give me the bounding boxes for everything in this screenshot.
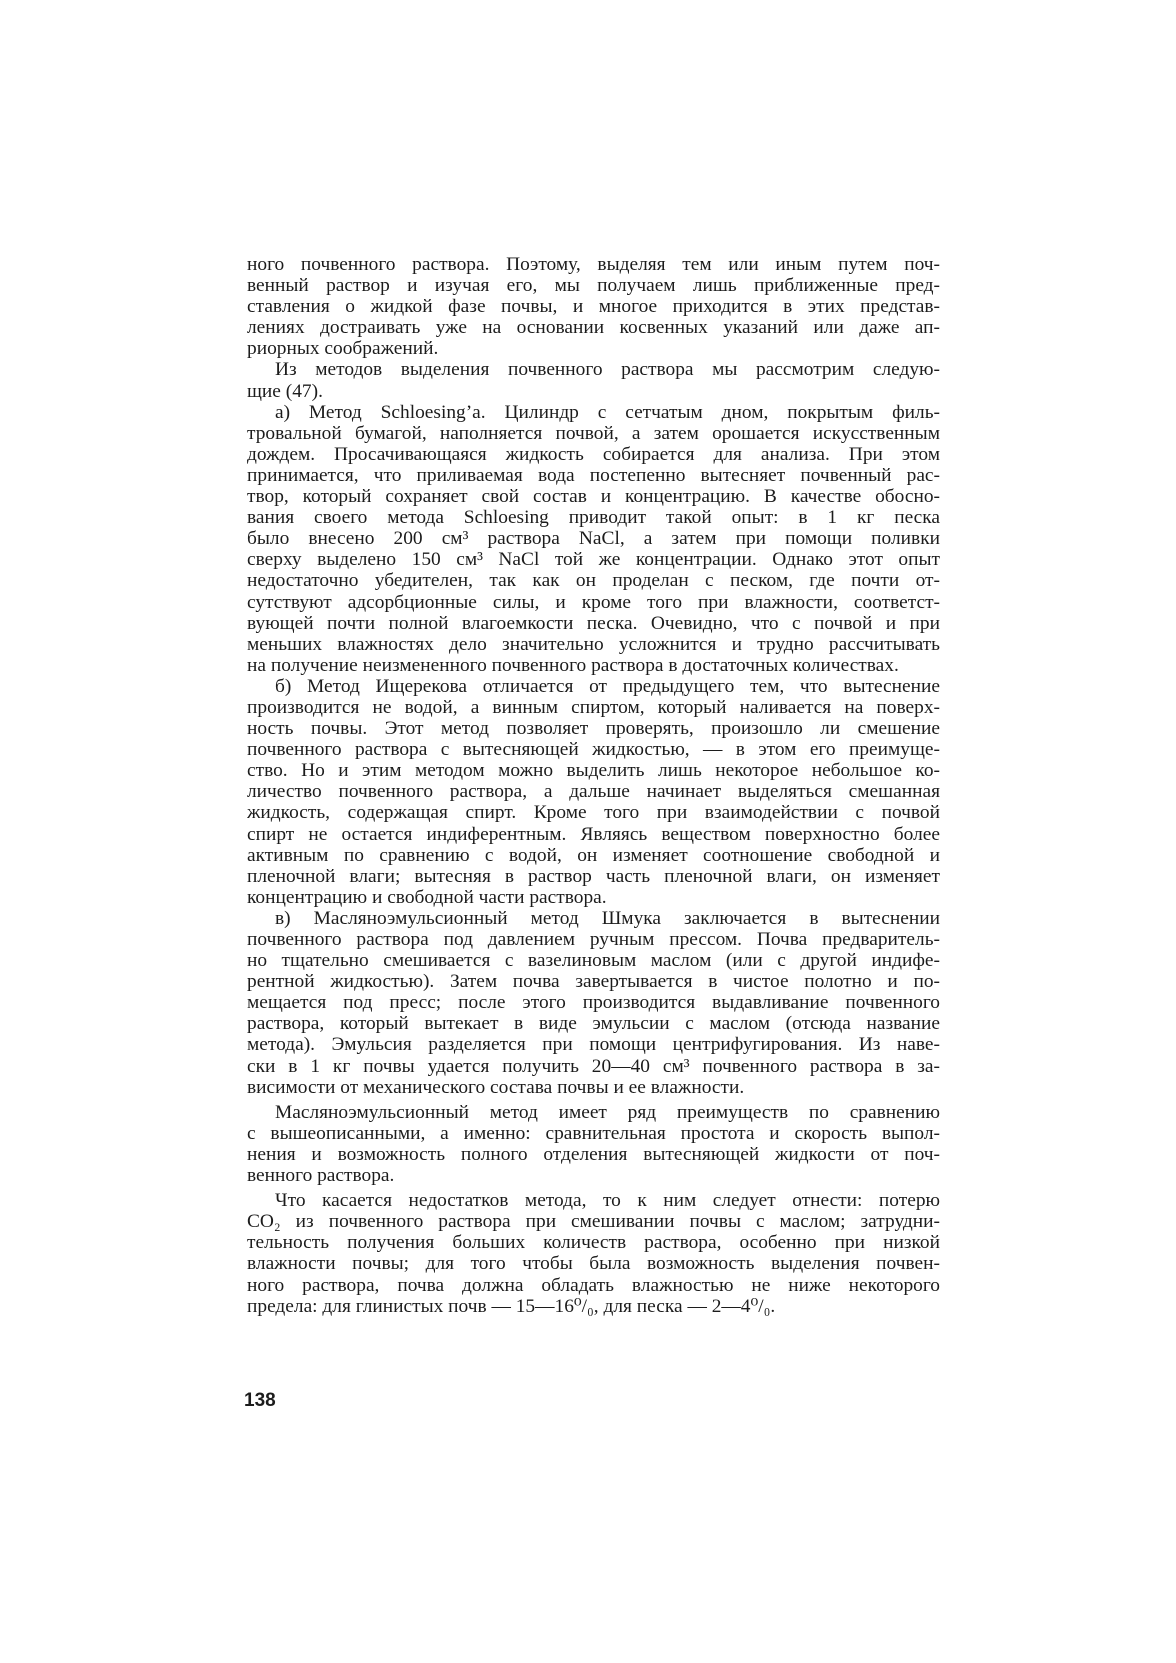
text-line: ски в 1 кг почвы удается получить 20—40 см³ почвенного раствора в за- [247,1055,940,1077]
text-line: влажности почвы; для того чтобы была возможность выделения почвен- [247,1253,940,1275]
text-line: ство. Но и этим методом можно выделить лишь некоторое небольшое ко- [247,760,940,782]
text-line: ного раствора, почва должна обладать влажностью не ниже некоторого [247,1274,940,1296]
text-line: Масляноэмульсионный метод имеет ряд преимуществ по сравнению [275,1101,940,1123]
text-line: метода). Эмульсия разделяется при помощи центрифугирования. Из наве- [247,1034,940,1056]
text-line: CO₂ из почвенного раствора при смешивании почвы с маслом; затрудни- [247,1211,940,1233]
text-line: с вышеописанными, а именно: сравнительная простота и скорость выпол- [247,1122,940,1144]
paragraph [247,254,940,359]
paragraph [247,1102,940,1186]
text-line: сутствуют адсорбционные силы, и кроме того при влажности, соответст- [247,591,940,613]
text-line: щие (47). [247,380,323,402]
text-line: Из методов выделения почвенного раствора мы рассмотрим следую- [275,359,940,381]
text-line: а) Метод Schloesing’a. Цилиндр с сетчатым дном, покрытым филь- [275,401,940,423]
text-line: тельность получения больших количеств раствора, особенно при низкой [247,1232,940,1254]
page-text [247,254,940,1317]
text-line: вующей почти полной влагоемкости песка. Очевидно, что с почвой и при [247,612,940,634]
text-line: нения и возможность полного отделения вытесняющей жидкости от поч- [247,1143,940,1165]
text-line: сверху выделено 150 см³ NaCl той же концентрации. Однако этот опыт [247,549,940,571]
text-line: в) Масляноэмульсионный метод Шмука заключается в вытеснении [275,907,940,929]
text-line: активным по сравнению с водой, он изменяет соотношение свободной и [247,844,940,866]
text-line: производится не водой, а винным спиртом, который наливается на поверх- [247,696,940,718]
text-line: недостаточно убедителен, так как он проделан с песком, где почти от- [247,570,940,592]
paragraph [247,402,940,676]
text-line: концентрацию и свободной части раствора. [247,886,607,908]
text-line: почвенного раствора с вытесняющей жидкостью, — в этом его преимуще- [247,739,940,761]
text-line: меньших влажностях дело значительно усложнится и трудно рассчитывать [247,633,940,655]
text-line: тровальной бумагой, наполняется почвой, а затем орошается искусственным [247,422,940,444]
text-line: пленочной влаги; вытесняя в раствор часть пленочной влаги, он изменяет [247,865,940,887]
text-line: принимается, что приливаемая вода постепенно вытесняет почвенный рас- [247,464,940,486]
text-line: было внесено 200 см³ раствора NaCl, а затем при помощи поливки [247,528,940,550]
paragraph [247,908,940,1098]
text-line: висимости от механического состава почвы и ее влажности. [247,1076,745,1098]
text-line: но тщательно смешивается с вазелиновым маслом (или с другой индифе- [247,950,940,972]
text-line: лениях достраивать уже на основании косвенных указаний или даже ап- [247,317,940,339]
paragraph [247,676,940,908]
text-line: ставления о жидкой фазе почвы, и многое приходится в этих представ- [247,296,940,318]
page-number: 138 [244,1390,276,1411]
text-line: Что касается недостатков метода, то к ним следует отнести: потерю [275,1190,940,1212]
text-line: венный раствор и изучая его, мы получаем лишь приближенные пред- [247,275,940,297]
text-line: раствора, который вытекает в виде эмульсии с маслом (отсюда название [247,1013,940,1035]
text-line: ность почвы. Этот метод позволяет проверять, произошло ли смешение [247,718,940,740]
text-line: рентной жидкостью). Затем почва завертывается в чистое полотно и по- [247,971,940,993]
text-line: жидкость, содержащая спирт. Кроме того при взаимодействии с почвой [247,802,940,824]
text-line: ного почвенного раствора. Поэтому, выделяя тем или иным путем поч- [247,254,940,275]
text-line: почвенного раствора под давлением ручным прессом. Почва предваритель- [247,929,940,950]
text-line: риорных соображений. [247,338,439,360]
text-line: вания своего метода Schloesing приводит такой опыт: в 1 кг песка [247,507,940,529]
text-line: мещается под пресс; после этого производится выдавливание почвенного [247,992,940,1014]
text-line: спирт не остается индиферентным. Являясь веществом поверхностно более [247,823,940,845]
text-line: предела: для глинистых почв — 15—16⁰/₀, для песка — 2—4⁰/₀. [247,1295,776,1317]
text-line: дождем. Просачивающаяся жидкость собирается для анализа. При этом [247,443,940,465]
text-line: б) Метод Ищерекова отличается от предыдущего тем, что вытеснение [275,675,940,697]
text-line: на получение неизмененного почвенного раствора в достаточных количествах. [247,654,899,676]
paragraph [247,359,940,401]
text-line: твор, который сохраняет свой состав и концентрацию. В качестве обосно- [247,486,940,508]
text-line: венного раствора. [247,1165,395,1187]
text-line: личество почвенного раствора, а дальше начинает выделяться смешанная [247,781,940,803]
paragraph [247,1190,940,1317]
